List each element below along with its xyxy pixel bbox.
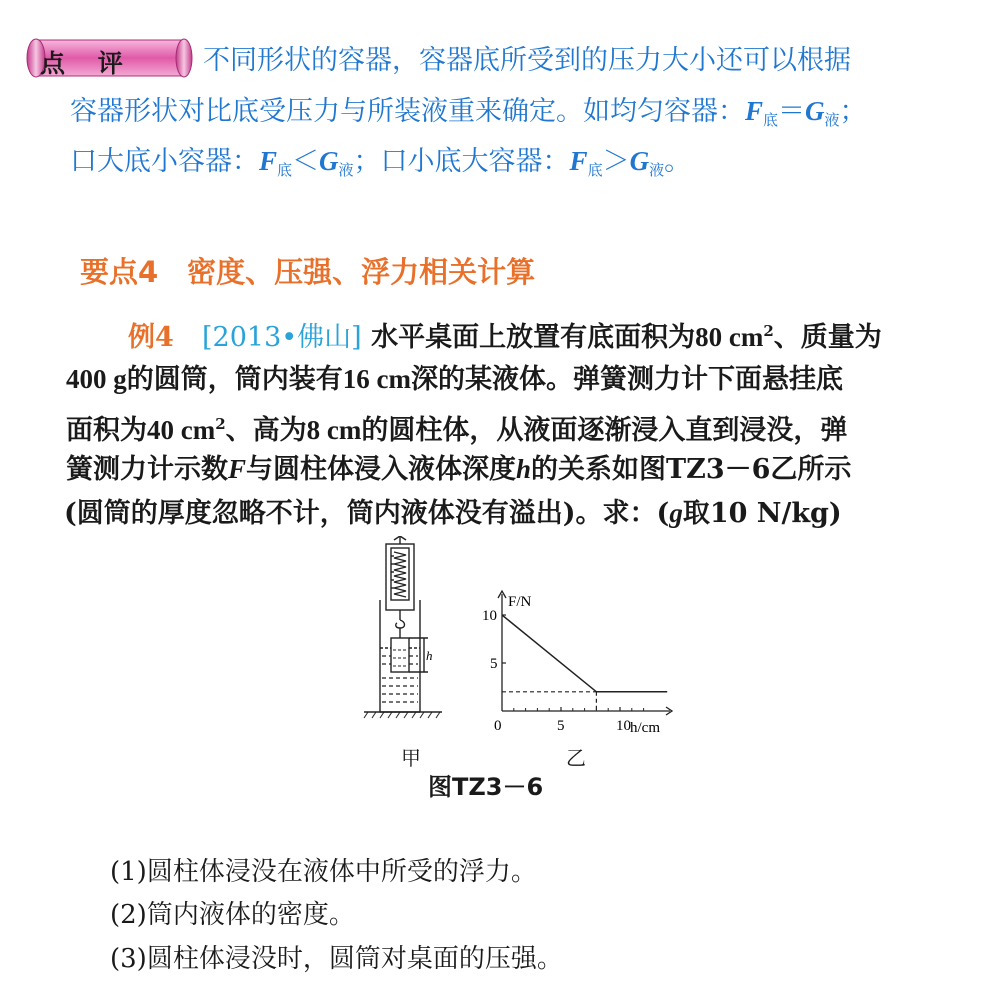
figure-label-jia: 甲	[401, 746, 421, 770]
example-line-1: 例4 [2013•佛山] 水平桌面上放置有底面积为80 $cm^2$、质量为	[128, 322, 882, 353]
x-tick-label: 0	[494, 718, 502, 734]
x-tick-label: 5	[557, 718, 565, 734]
figure-title: 图TZ3－6	[428, 773, 544, 801]
example-line-5: (圆筒的厚度忽略不计，筒内液体没有溢出)。求：(g取10 N/kg)	[64, 498, 842, 529]
x-tick-label: 10	[616, 718, 631, 734]
y-tick-label: 5	[490, 656, 498, 672]
example-line-4: 簧测力计示数F与圆柱体浸入液体深度h的关系如图TZ3－6乙所示	[66, 454, 852, 485]
force-depth-chart	[470, 584, 680, 736]
example-line-3: 面积为40 $cm^2$、高为8 cm的圆柱体，从液面逐渐浸入直到浸没，弹	[66, 415, 848, 446]
comment-line-1: 不同形状的容器，容器底所受到的压力大小还可以根据	[203, 45, 851, 76]
question-2: (2)筒内液体的密度。	[110, 900, 355, 930]
y-axis-label: F/N	[508, 594, 532, 610]
question-3: (3)圆柱体浸没时，圆筒对桌面的压强。	[110, 944, 563, 974]
section-heading: 要点4 密度、压强、浮力相关计算	[80, 255, 536, 289]
comment-badge-label: 点 评	[40, 49, 135, 78]
x-axis-label: h/cm	[630, 720, 660, 736]
figure-label-yi: 乙	[566, 746, 586, 770]
question-1: (1)圆柱体浸没在液体中所受的浮力。	[110, 857, 537, 887]
series-line-F	[502, 615, 667, 692]
h-label: h	[426, 648, 433, 663]
apparatus-diagram	[360, 536, 460, 722]
y-tick-label: 10	[482, 608, 497, 624]
example-line-2: 400 g的圆筒，筒内装有16 cm深的某液体。弹簧测力计下面悬挂底	[66, 364, 843, 395]
comment-line-3: 口大底小容器：$F_底<G_液$；口小底大容器：$F_底>G_液$。	[70, 146, 692, 179]
comment-line-2: 容器形状对比底受压力与所装液重来确定。如均匀容器：$F_底=G_液$；	[70, 96, 867, 129]
